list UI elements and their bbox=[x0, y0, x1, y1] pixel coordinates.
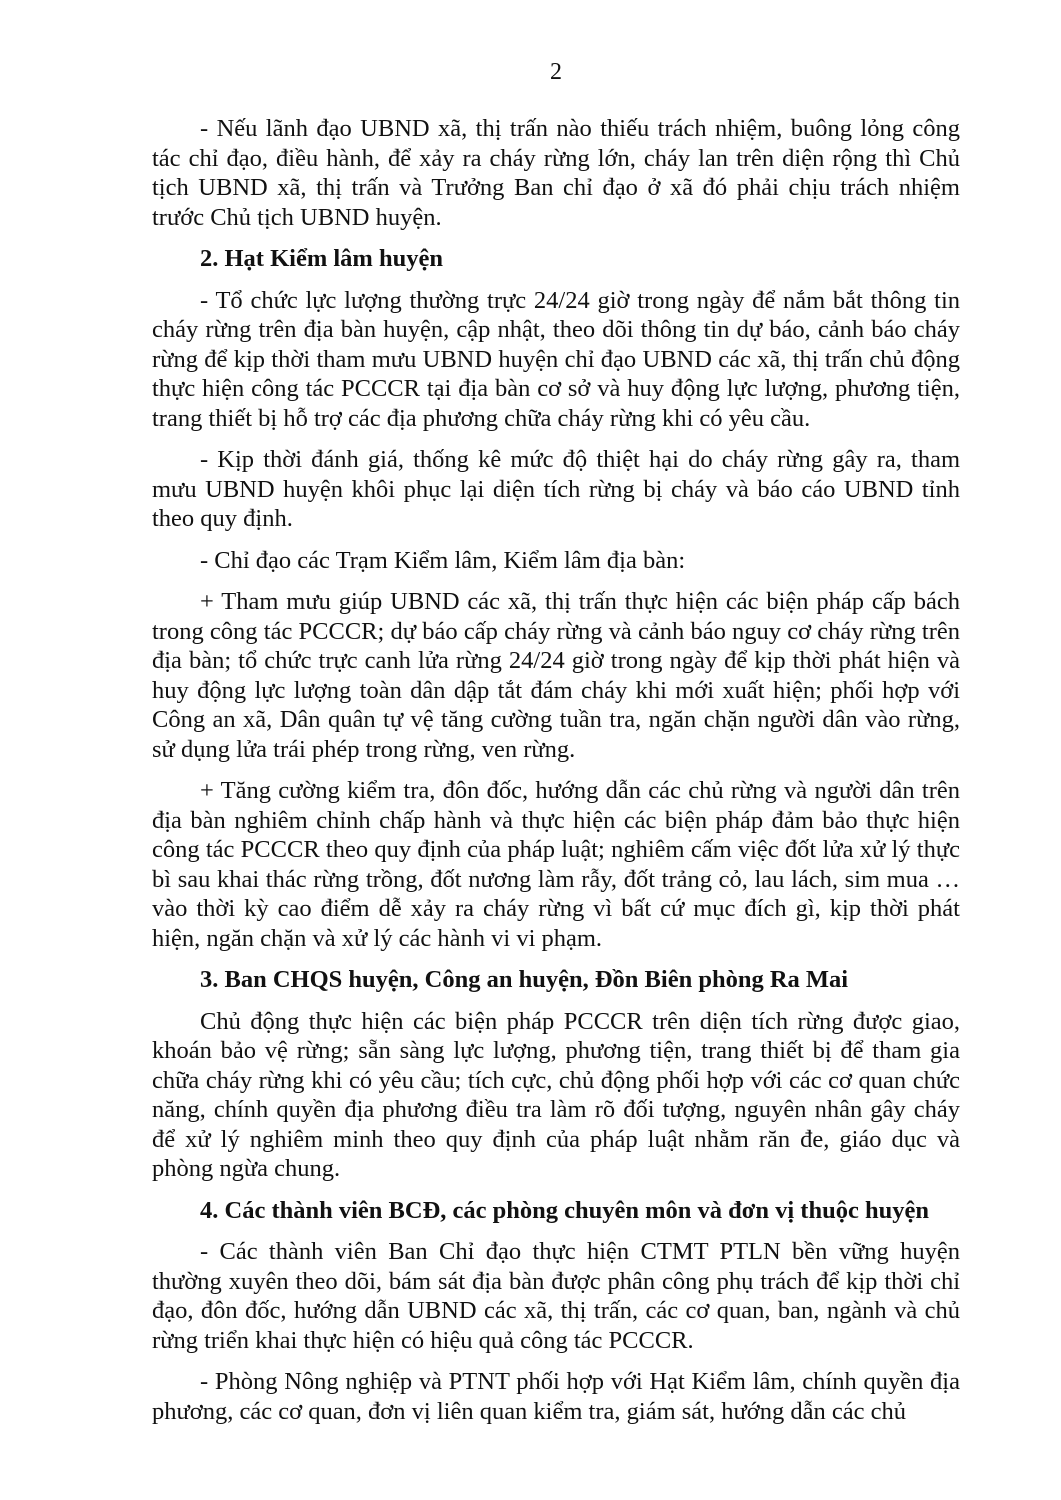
paragraph-proactive-measures: Chủ động thực hiện các biện pháp PCCCR trên diện tích rừng được giao, khoán bảo vệ rừng; sẵn sàng lực lượng, phương tiện, trang thiết bị để tham gia chữa cháy rừng khi có yêu cầu; tích cực, chủ động phối hợp với các cơ quan chức năng, chính quyền địa phương điều tra làm rõ đối tượng, nguyên nhân gây cháy để xử lý nghiêm minh theo quy định của pháp luật nhằm răn đe, giáo dục và phòng ngừa chung. bbox=[152, 1007, 960, 1182]
document-page bbox=[152, 58, 960, 1438]
paragraph-agriculture-office: - Phòng Nông nghiệp và PTNT phối hợp với Hạt Kiểm lâm, chính quyền địa phương, các cơ quan, đơn vị liên quan kiểm tra, giám sát, hướng dẫn các chủ bbox=[152, 1368, 960, 1425]
section-heading-2: 2. Hạt Kiểm lâm huyện bbox=[200, 245, 443, 272]
section-heading-4: 4. Các thành viên BCĐ, các phòng chuyên môn và đơn vị thuộc huyện bbox=[200, 1196, 929, 1224]
paragraph-leadership-responsibility: - Nếu lãnh đạo UBND xã, thị trấn nào thiếu trách nhiệm, buông lỏng công tác chỉ đạo, điều hành, để xảy ra cháy rừng lớn, cháy lan trên diện rộng thì Chủ tịch UBND xã, thị trấn và Trưởng Ban chỉ đạo ở xã đó phải chịu trách nhiệm trước Chủ tịch UBND huyện. bbox=[152, 115, 960, 231]
section-heading-3: 3. Ban CHQS huyện, Công an huyện, Đồn Biên phòng Ra Mai bbox=[200, 966, 849, 993]
paragraph-inspection: + Tăng cường kiểm tra, đôn đốc, hướng dẫn các chủ rừng và người dân trên địa bàn nghiêm chỉnh chấp hành và thực hiện các biện pháp đảm bảo thực hiện công tác PCCCR theo quy định của pháp luật; nghiêm cấm việc đốt lửa xử lý thực bì sau khai thác rừng trồng, đốt nương làm rẫy, đốt trảng cỏ, lau lách, sim mua … vào thời kỳ cao điểm dễ xảy ra cháy rừng vì bất cứ mục đích gì, kịp thời phát hiện, ngăn chặn và xử lý các hành vi vi phạm. bbox=[152, 777, 960, 952]
page-number: 2 bbox=[550, 59, 562, 85]
paragraph-committee-members: - Các thành viên Ban Chỉ đạo thực hiện CTMT PTLN bền vững huyện thường xuyên theo dõi, bám sát địa bàn được phân công phụ trách để kịp thời chỉ đạo, đôn đốc, hướng dẫn UBND các xã, thị trấn, các cơ quan, ban, ngành và chủ rừng triển khai thực hiện có hiệu quả công tác PCCCR. bbox=[152, 1238, 960, 1354]
paragraph-direct-stations: - Chỉ đạo các Trạm Kiểm lâm, Kiểm lâm địa bàn: bbox=[200, 546, 686, 574]
paragraph-advise-communes: + Tham mưu giúp UBND các xã, thị trấn thực hiện các biện pháp cấp bách trong công tác PCCCR; dự báo cấp cháy rừng và cảnh báo nguy cơ cháy rừng trên địa bàn; tổ chức trực canh lửa rừng 24/24 giờ trong ngày để kịp thời phát hiện và huy động lực lượng toàn dân dập tắt đám cháy khi mới xuất hiện; phối hợp với Công an xã, Dân quân tự vệ tăng cường tuần tra, ngăn chặn người dân vào rừng, sử dụng lửa trái phép trong rừng, ven rừng. bbox=[152, 588, 960, 763]
paragraph-standby-forces: - Tổ chức lực lượng thường trực 24/24 giờ trong ngày để nắm bắt thông tin cháy rừng trên địa bàn huyện, cập nhật, theo dõi thông tin dự báo, cảnh báo cháy rừng để kịp thời tham mưu UBND huyện chỉ đạo UBND các xã, thị trấn chủ động thực hiện công tác PCCCR tại địa bàn cơ sở và huy động lực lượng, phương tiện, trang thiết bị hỗ trợ các địa phương chữa cháy rừng khi có yêu cầu. bbox=[152, 286, 960, 432]
paragraph-damage-assessment: - Kịp thời đánh giá, thống kê mức độ thiệt hại do cháy rừng gây ra, tham mưu UBND huyện khôi phục lại diện tích rừng bị cháy và báo cáo UBND tỉnh theo quy định. bbox=[152, 446, 960, 532]
